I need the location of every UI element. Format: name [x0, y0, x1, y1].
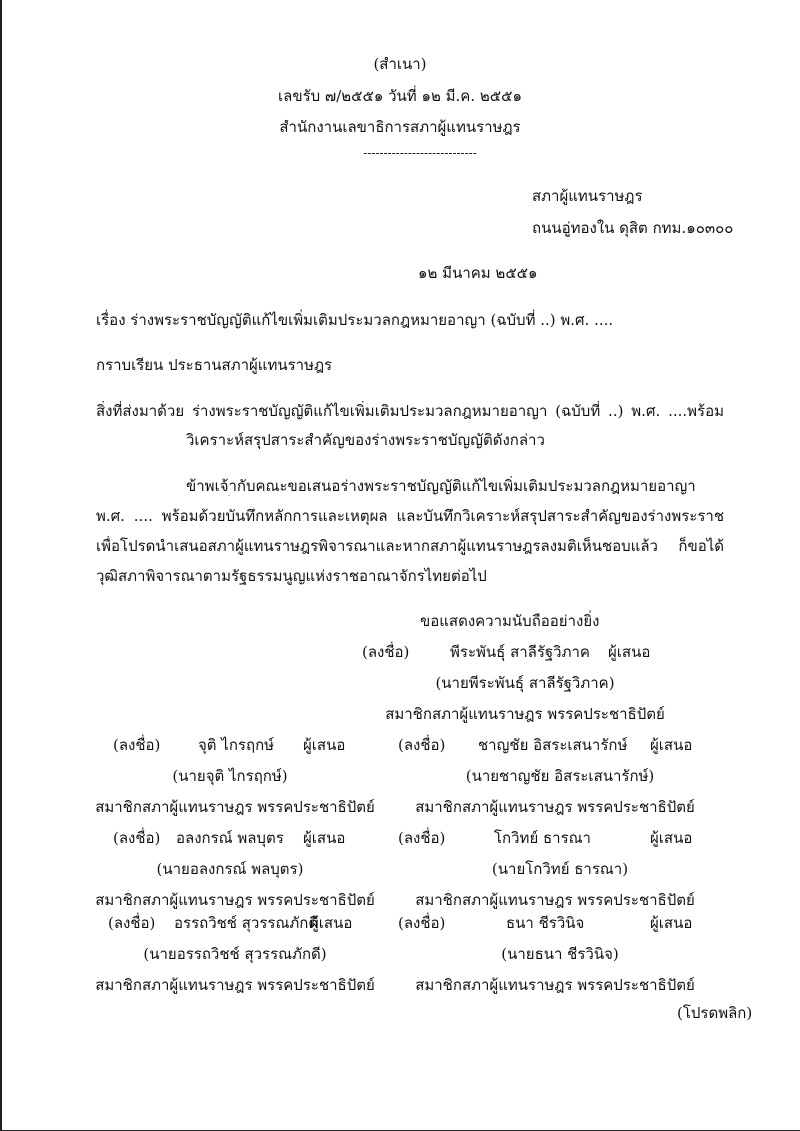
enclosure-line-2: วิเคราะห์สรุปสาระสำคัญของร่างพระราชบัญญัติดังกล่าว	[186, 431, 545, 449]
body-line-1: ข้าพเจ้ากับคณะขอเสนอร่างพระราชบัญญัติแก้ไขเพิ่มเติมประมวลกฎหมายอาญา	[186, 477, 696, 495]
address-line-1: สภาผู้แทนราษฎร	[532, 187, 643, 205]
enclosure-line-1: สิ่งที่ส่งมาด้วย ร่างพระราชบัญญัติแก้ไขเพิ่มเติมประมวลกฎหมายอาญา (ฉบับที่ ..) พ.ศ. ....พร้อม	[96, 402, 724, 420]
signatory-full-name: (นายอรรถวิชช์ สุวรรณภักดี)	[143, 945, 327, 963]
signatory-name: โกวิทย์ ธารณา	[494, 829, 591, 847]
proposer-label: ผู้เสนอ	[303, 736, 346, 754]
signed-label: (ลงชื่อ)	[113, 736, 161, 754]
signatory-membership: สมาชิกสภาผู้แทนราษฎร พรรคประชาธิปัตย์	[95, 798, 375, 816]
signed-label: (ลงชื่อ)	[398, 914, 446, 932]
proposer-label: ผู้เสนอ	[303, 829, 346, 847]
body-line-3: เพื่อโปรดนำเสนอสภาผู้แทนราษฎรพิจารณาและหากสภาผู้แทนราษฎรลงมติเห็นชอบแล้ว ก็ขอได้	[96, 537, 724, 555]
address-line-2: ถนนอู่ทองใน ดุสิต กทม.๑๐๓๐๐	[532, 219, 734, 237]
signatory-name: ชาญชัย อิสระเสนารักษ์	[478, 736, 628, 754]
subject-line: เรื่อง ร่างพระราชบัญญัติแก้ไขเพิ่มเติมประมวลกฎหมายอาญา (ฉบับที่ ..) พ.ศ. ....	[96, 311, 614, 329]
scan-edge-left	[0, 0, 2, 1131]
signed-label: (ลงชื่อ)	[398, 829, 446, 847]
signatory-name: จุติ ไกรฤกษ์	[198, 736, 275, 754]
turn-page-note: (โปรดพลิก)	[677, 1004, 753, 1022]
proposer-label: ผู้เสนอ	[650, 829, 693, 847]
proposer-label: ผู้เสนอ	[650, 914, 693, 932]
signatory-full-name: (นายพีระพันธุ์ สาลีรัฐวิภาค)	[435, 674, 615, 692]
signatory-full-name: (นายอลงกรณ์ พลบุตร)	[156, 860, 304, 878]
header-divider: ----------------------------	[363, 146, 477, 160]
copy-label: (สำเนา)	[373, 55, 427, 73]
signed-label: (ลงชื่อ)	[398, 736, 446, 754]
signatory-full-name: (นายธนา ชีรวินิจ)	[501, 945, 619, 963]
signatory-membership: สมาชิกสภาผู้แทนราษฎร พรรคประชาธิปัตย์	[415, 798, 695, 816]
letter-date: ๑๒ มีนาคม ๒๕๕๑	[418, 264, 538, 282]
signatory-full-name: (นายโกวิทย์ ธารณา)	[491, 860, 629, 878]
office-name: สำนักงานเลขาธิการสภาผู้แทนราษฎร	[279, 118, 521, 136]
signatory-full-name: (นายจุติ ไกรฤกษ์)	[172, 767, 288, 785]
signatory-membership: สมาชิกสภาผู้แทนราษฎร พรรคประชาธิปัตย์	[385, 705, 665, 723]
signatory-name: พีระพันธุ์ สาลีรัฐวิภาค	[450, 643, 590, 661]
body-line-2: พ.ศ. .... พร้อมด้วยบันทึกหลักการและเหตุผล และบันทึกวิเคราะห์สรุปสาระสำคัญของร่างพระราช	[96, 507, 724, 525]
signatory-membership: สมาชิกสภาผู้แทนราษฎร พรรคประชาธิปัตย์	[95, 976, 375, 994]
signatory-name: ธนา ชีรวินิจ	[506, 914, 585, 932]
signed-label: (ลงชื่อ)	[362, 643, 410, 661]
signatory-name: อรรถวิชช์ สุวรรณภักดี	[174, 914, 319, 932]
proposer-label: ผู้เสนอ	[608, 643, 651, 661]
signed-label: (ลงชื่อ)	[113, 829, 161, 847]
closing: ขอแสดงความนับถืออย่างยิ่ง	[420, 612, 600, 630]
proposer-label: ผู้เสนอ	[310, 914, 353, 932]
salutation: กราบเรียน ประธานสภาผู้แทนราษฎร	[96, 356, 333, 374]
body-line-4: วุฒิสภาพิจารณาตามรัฐธรรมนูญแห่งราชอาณาจักรไทยต่อไป	[96, 567, 487, 585]
signatory-membership: สมาชิกสภาผู้แทนราษฎร พรรคประชาธิปัตย์	[415, 891, 695, 909]
signatory-membership: สมาชิกสภาผู้แทนราษฎร พรรคประชาธิปัตย์	[415, 976, 695, 994]
signatory-name: อลงกรณ์ พลบุตร	[176, 829, 284, 847]
signatory-membership: สมาชิกสภาผู้แทนราษฎร พรรคประชาธิปัตย์	[95, 891, 375, 909]
proposer-label: ผู้เสนอ	[650, 736, 693, 754]
signatory-full-name: (นายชาญชัย อิสระเสนารักษ์)	[465, 767, 655, 785]
receipt-line: เลขรับ ๗/๒๕๕๑ วันที่ ๑๒ มี.ค. ๒๕๕๑	[278, 87, 522, 105]
signed-label: (ลงชื่อ)	[108, 914, 156, 932]
